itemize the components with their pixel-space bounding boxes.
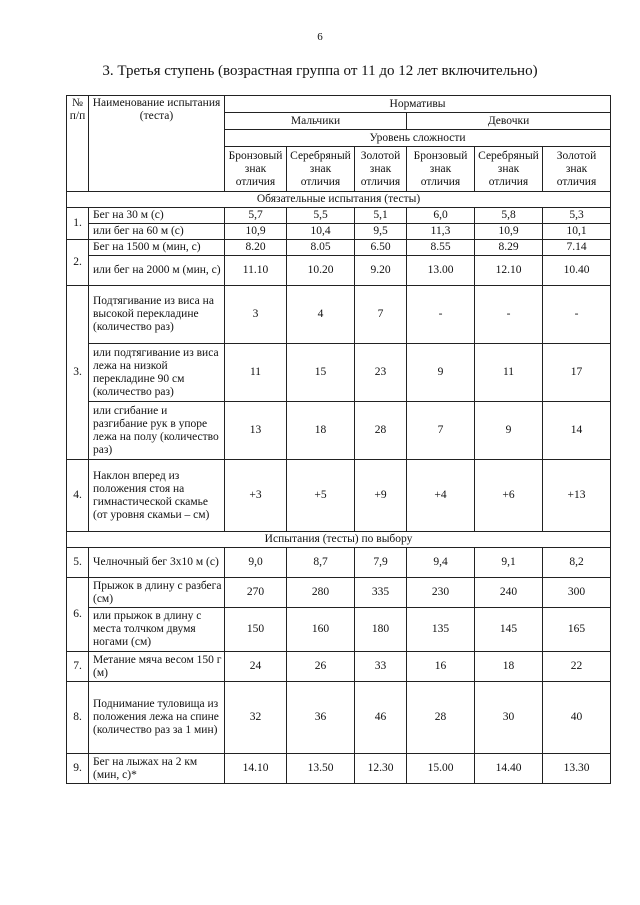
header-num: № п/п — [67, 96, 89, 192]
value-cell: 13.30 — [543, 754, 611, 784]
value-cell: 10,9 — [225, 224, 287, 240]
value-cell: 36 — [287, 682, 355, 754]
test-name: Наклон вперед из положения стоя на гимнастической скамье (от уровня скамьи – см) — [89, 460, 225, 532]
value-cell: 11,3 — [407, 224, 475, 240]
test-name: Бег на лыжах на 2 км (мин, с)* — [89, 754, 225, 784]
value-cell: 5,7 — [225, 208, 287, 224]
test-name: или бег на 60 м (с) — [89, 224, 225, 240]
value-cell: 28 — [407, 682, 475, 754]
test-name: Прыжок в длину с разбега (см) — [89, 578, 225, 608]
value-cell: 8.29 — [475, 240, 543, 256]
value-cell: 10.20 — [287, 256, 355, 286]
row-number: 8. — [67, 682, 89, 754]
value-cell: 180 — [355, 608, 407, 652]
value-cell: - — [475, 286, 543, 344]
test-name: Бег на 1500 м (мин, с) — [89, 240, 225, 256]
header-girls: Девочки — [407, 113, 611, 130]
value-cell: 18 — [287, 402, 355, 460]
value-cell: 270 — [225, 578, 287, 608]
section-optional: Испытания (тесты) по выбору — [67, 532, 611, 548]
value-cell: 30 — [475, 682, 543, 754]
value-cell: 24 — [225, 652, 287, 682]
row-number: 1. — [67, 208, 89, 240]
test-name: Поднимание туловища из положения лежа на спине (количество раз за 1 мин) — [89, 682, 225, 754]
value-cell: 150 — [225, 608, 287, 652]
value-cell: 13 — [225, 402, 287, 460]
value-cell: 9 — [475, 402, 543, 460]
value-cell: 165 — [543, 608, 611, 652]
value-cell: 9 — [407, 344, 475, 402]
value-cell: 22 — [543, 652, 611, 682]
value-cell: 33 — [355, 652, 407, 682]
row-number: 2. — [67, 240, 89, 286]
value-cell: 14 — [543, 402, 611, 460]
value-cell: - — [407, 286, 475, 344]
value-cell: +6 — [475, 460, 543, 532]
value-cell: 9,4 — [407, 548, 475, 578]
value-cell: 6,0 — [407, 208, 475, 224]
value-cell: 26 — [287, 652, 355, 682]
value-cell: 7.14 — [543, 240, 611, 256]
value-cell: 160 — [287, 608, 355, 652]
value-cell: 15.00 — [407, 754, 475, 784]
value-cell: - — [543, 286, 611, 344]
value-cell: 40 — [543, 682, 611, 754]
row-number: 3. — [67, 286, 89, 460]
norms-table — [66, 95, 611, 784]
value-cell: 10,1 — [543, 224, 611, 240]
row-number: 9. — [67, 754, 89, 784]
value-cell: +5 — [287, 460, 355, 532]
value-cell: 28 — [355, 402, 407, 460]
header-girls-silver: Серебряный знак отличия — [475, 147, 543, 192]
header-boys: Мальчики — [225, 113, 407, 130]
value-cell: +4 — [407, 460, 475, 532]
row-number: 7. — [67, 652, 89, 682]
value-cell: 10,4 — [287, 224, 355, 240]
value-cell: 11.10 — [225, 256, 287, 286]
row-number: 4. — [67, 460, 89, 532]
value-cell: 300 — [543, 578, 611, 608]
test-name: или сгибание и разгибание рук в упоре лежа на полу (количество раз) — [89, 402, 225, 460]
value-cell: 9.20 — [355, 256, 407, 286]
value-cell: 14.40 — [475, 754, 543, 784]
header-girls-bronze: Бронзовый знак отличия — [407, 147, 475, 192]
test-name: или бег на 2000 м (мин, с) — [89, 256, 225, 286]
value-cell: 9,0 — [225, 548, 287, 578]
value-cell: 7 — [355, 286, 407, 344]
header-level: Уровень сложности — [225, 130, 611, 147]
value-cell: 46 — [355, 682, 407, 754]
value-cell: 13.00 — [407, 256, 475, 286]
value-cell: 14.10 — [225, 754, 287, 784]
test-name: или прыжок в длину с места толчком двумя ногами (см) — [89, 608, 225, 652]
value-cell: 5,3 — [543, 208, 611, 224]
test-name: Челночный бег 3х10 м (с) — [89, 548, 225, 578]
header-boys-gold: Золотой знак отличия — [355, 147, 407, 192]
value-cell: 280 — [287, 578, 355, 608]
test-name: Метание мяча весом 150 г (м) — [89, 652, 225, 682]
value-cell: 135 — [407, 608, 475, 652]
value-cell: 8.05 — [287, 240, 355, 256]
value-cell: 7 — [407, 402, 475, 460]
value-cell: 145 — [475, 608, 543, 652]
value-cell: 9,5 — [355, 224, 407, 240]
value-cell: 8.20 — [225, 240, 287, 256]
value-cell: 4 — [287, 286, 355, 344]
value-cell: 18 — [475, 652, 543, 682]
value-cell: 15 — [287, 344, 355, 402]
page-number: 6 — [317, 31, 323, 43]
row-number: 5. — [67, 548, 89, 578]
value-cell: 5,1 — [355, 208, 407, 224]
value-cell: 8,2 — [543, 548, 611, 578]
value-cell: 230 — [407, 578, 475, 608]
value-cell: +9 — [355, 460, 407, 532]
value-cell: 23 — [355, 344, 407, 402]
value-cell: 240 — [475, 578, 543, 608]
value-cell: 12.30 — [355, 754, 407, 784]
header-norms: Нормативы — [225, 96, 611, 113]
value-cell: 17 — [543, 344, 611, 402]
header-boys-bronze: Бронзовый знак отличия — [225, 147, 287, 192]
row-number: 6. — [67, 578, 89, 652]
value-cell: 10.40 — [543, 256, 611, 286]
value-cell: 3 — [225, 286, 287, 344]
value-cell: 5,5 — [287, 208, 355, 224]
value-cell: 16 — [407, 652, 475, 682]
value-cell: 9,1 — [475, 548, 543, 578]
test-name: или подтягивание из виса лежа на низкой перекладине 90 см (количество раз) — [89, 344, 225, 402]
value-cell: 7,9 — [355, 548, 407, 578]
value-cell: 11 — [225, 344, 287, 402]
test-name: Подтягивание из виса на высокой перекладине (количество раз) — [89, 286, 225, 344]
test-name: Бег на 30 м (с) — [89, 208, 225, 224]
value-cell: 335 — [355, 578, 407, 608]
value-cell: 8.55 — [407, 240, 475, 256]
header-name: Наименование испытания (теста) — [89, 96, 225, 192]
value-cell: 12.10 — [475, 256, 543, 286]
header-boys-silver: Серебряный знак отличия — [287, 147, 355, 192]
value-cell: 11 — [475, 344, 543, 402]
value-cell: +13 — [543, 460, 611, 532]
value-cell: +3 — [225, 460, 287, 532]
value-cell: 8,7 — [287, 548, 355, 578]
value-cell: 5,8 — [475, 208, 543, 224]
header-girls-gold: Золотой знак отличия — [543, 147, 611, 192]
value-cell: 32 — [225, 682, 287, 754]
section-mandatory: Обязательные испытания (тесты) — [67, 192, 611, 208]
page-heading: 3. Третья ступень (возрастная группа от 11 до 12 лет включительно) — [102, 63, 538, 79]
value-cell: 10,9 — [475, 224, 543, 240]
value-cell: 13.50 — [287, 754, 355, 784]
value-cell: 6.50 — [355, 240, 407, 256]
